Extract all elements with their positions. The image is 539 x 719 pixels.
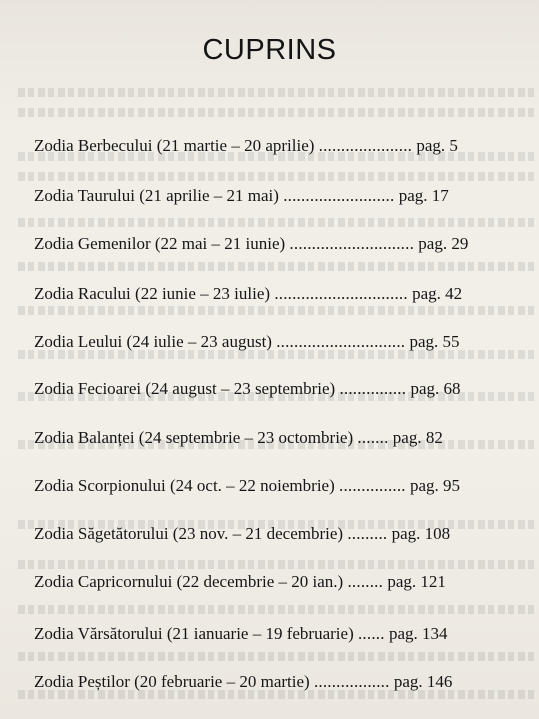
toc-entry xyxy=(34,428,443,448)
entry-leader: ..................... xyxy=(318,136,413,155)
entry-leader: ....... xyxy=(357,428,389,447)
entry-label: Zodia Taurului (21 aprilie – 21 mai) xyxy=(34,186,284,205)
entry-label: Zodia Berbecului (21 martie – 20 aprilie) xyxy=(34,136,319,155)
entry-leader: ............... xyxy=(339,379,407,398)
entry-leader: ...... xyxy=(357,624,385,643)
toc-entry xyxy=(34,186,449,206)
entry-page: pag. 17 xyxy=(394,186,449,205)
entry-label: Zodia Peștilor (20 februarie – 20 martie) xyxy=(34,672,314,691)
entry-label: Zodia Racului (22 iunie – 23 iulie) xyxy=(34,284,275,303)
entry-leader: ............... xyxy=(339,476,406,495)
toc-entry xyxy=(34,524,450,544)
entry-label: Zodia Fecioarei (24 august – 23 septembrie) xyxy=(34,379,340,398)
toc-entry xyxy=(34,624,447,644)
entry-page: pag. 146 xyxy=(389,672,453,691)
entry-page: pag. 108 xyxy=(387,524,451,543)
entry-page: pag. 95 xyxy=(405,476,461,495)
entry-leader: ................. xyxy=(313,672,390,691)
page-title: CUPRINS xyxy=(202,34,337,66)
entry-label: Zodia Săgetătorului (23 nov. – 21 decembrie) xyxy=(34,524,348,543)
entry-label: Zodia Leului (24 iulie – 23 august) xyxy=(34,332,277,351)
toc-entry xyxy=(34,572,446,592)
entry-page: pag. 5 xyxy=(412,136,458,155)
entry-page: pag. 42 xyxy=(407,284,463,303)
toc-entry xyxy=(34,672,452,692)
entry-label: Zodia Gemenilor (22 mai – 21 iunie) xyxy=(34,234,290,253)
entry-leader: ........ xyxy=(347,572,384,591)
entry-page: pag. 55 xyxy=(405,332,460,351)
entry-page: pag. 121 xyxy=(383,572,446,591)
entry-label: Zodia Balanței (24 septembrie – 23 octombrie) xyxy=(34,428,358,447)
entry-leader: ............................ xyxy=(289,234,415,253)
entry-leader: .............................. xyxy=(274,284,408,303)
toc-entry xyxy=(34,476,460,496)
toc-entry xyxy=(34,379,460,399)
entry-label: Zodia Capricornului (22 decembrie – 20 ian.) xyxy=(34,572,348,591)
entry-leader: ......................... xyxy=(283,186,395,205)
entry-leader: ......... xyxy=(347,524,388,543)
toc-entry xyxy=(34,284,462,304)
entry-page: pag. 68 xyxy=(406,379,461,398)
entry-page: pag. 29 xyxy=(414,234,469,253)
entry-leader: ............................. xyxy=(276,332,406,351)
entry-label: Zodia Vărsătorului (21 ianuarie – 19 februarie) xyxy=(34,624,358,643)
entry-page: pag. 82 xyxy=(388,428,443,447)
entry-page: pag. 134 xyxy=(384,624,448,643)
toc-entry xyxy=(34,332,460,352)
entry-label: Zodia Scorpionului (24 oct. – 22 noiembrie) xyxy=(34,476,339,495)
toc-entry xyxy=(34,234,468,254)
toc-entry xyxy=(34,136,458,156)
